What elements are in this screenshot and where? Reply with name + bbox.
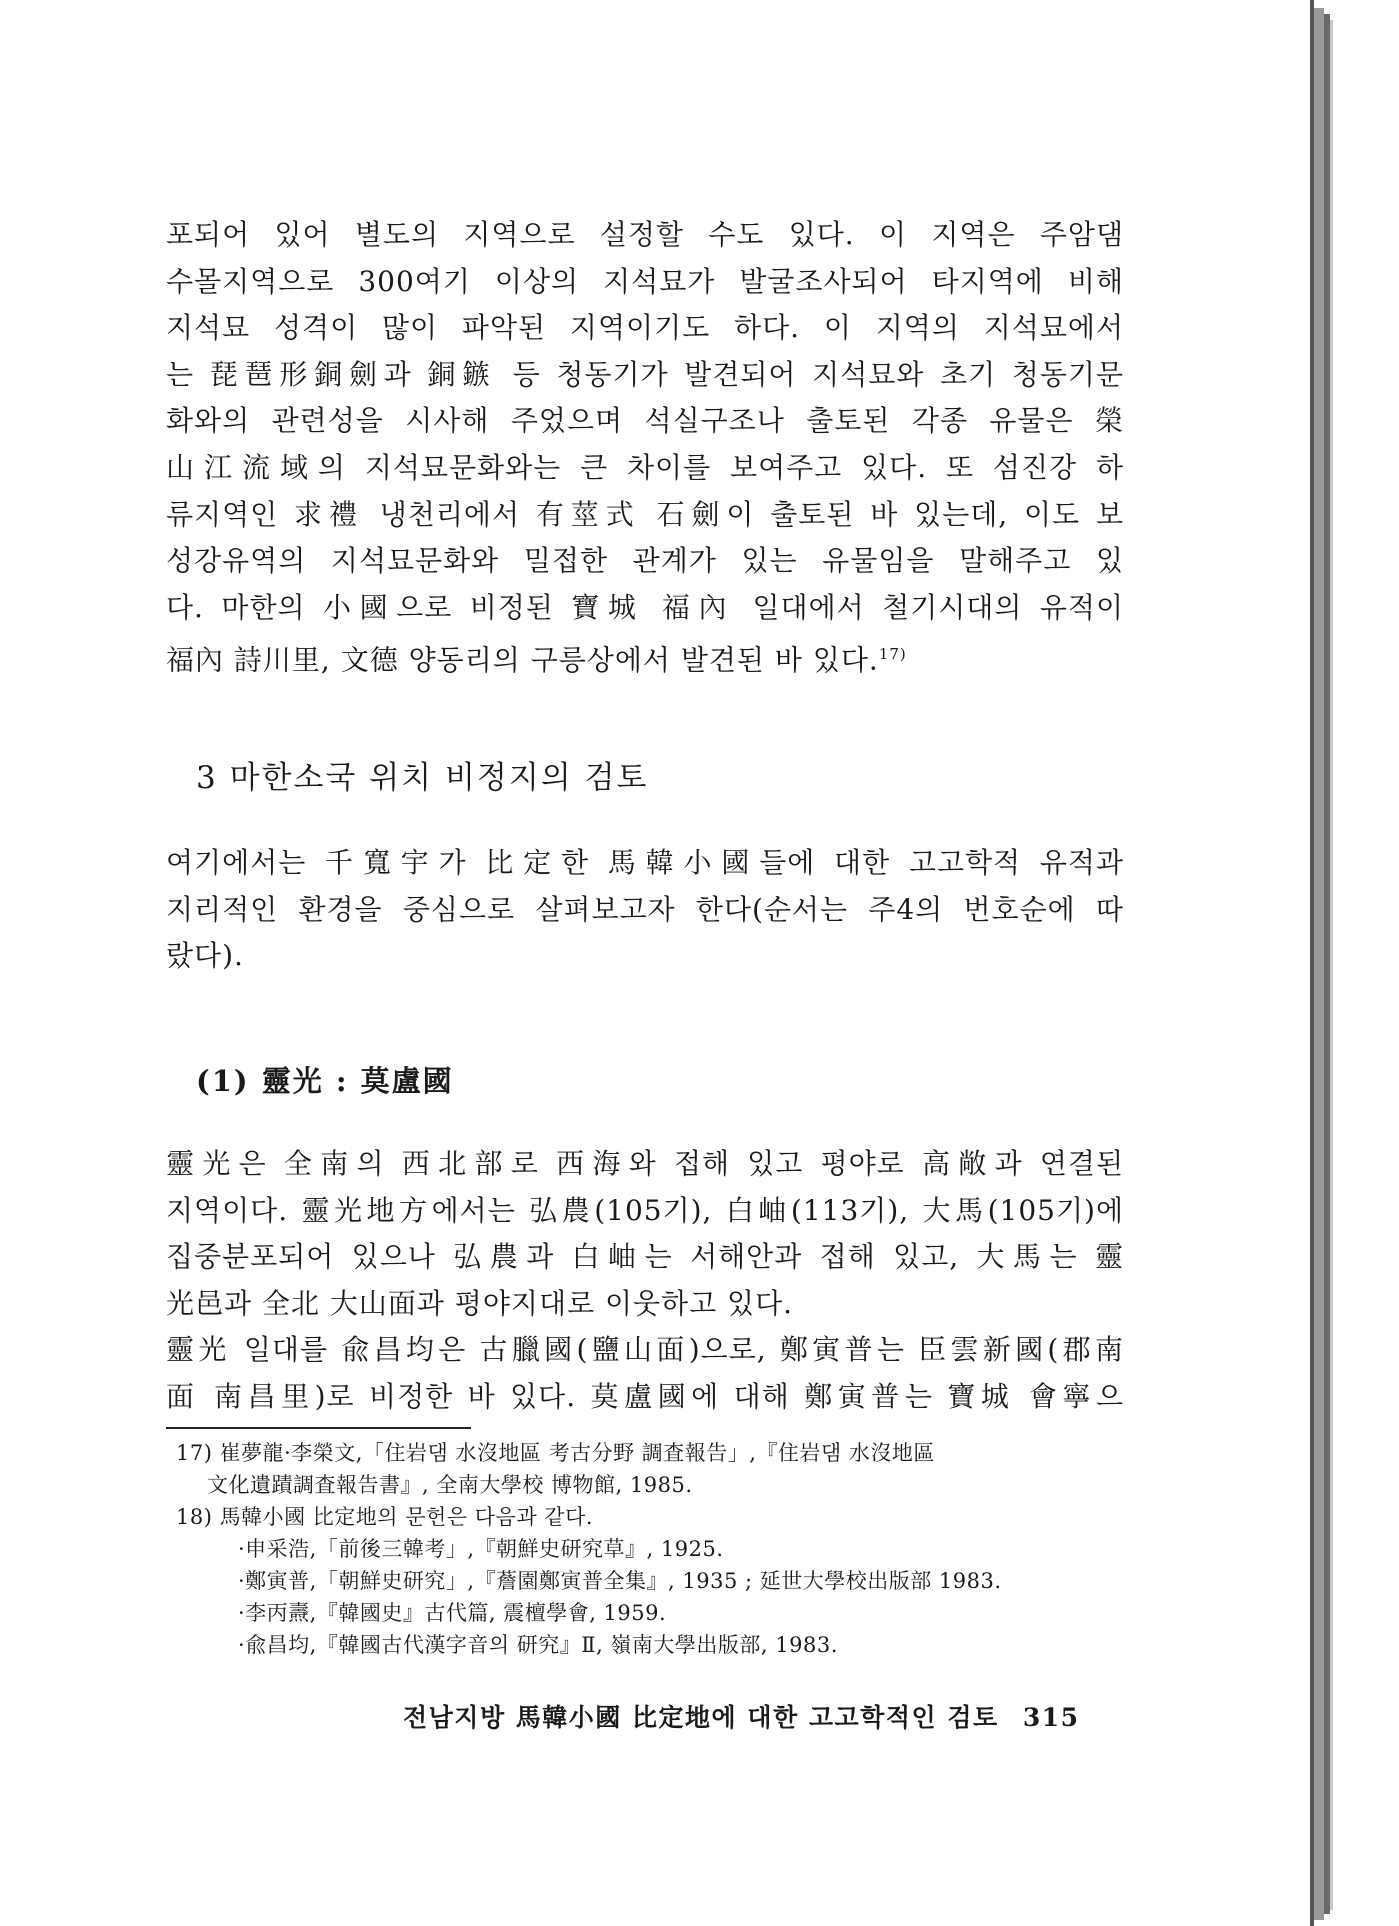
text-line: 山江流域의 지석묘문화와는 큰 차이를 보여주고 있다. 또 섬진강 하 <box>166 450 1124 484</box>
text-line: 光邑과 全北 大山面과 평야지대로 이웃하고 있다. <box>166 1286 794 1320</box>
text-line: 여기에서는 千寬宇가 比定한 馬韓小國들에 대한 고고학적 유적과 <box>166 846 1124 879</box>
footnote-ref: 17) <box>878 645 907 664</box>
text-line: 靈光은 全南의 西北部로 西海와 접해 있고 평야로 高敞과 연결된 <box>166 1147 1124 1180</box>
page-edge-shadow <box>1314 8 1324 1920</box>
text-line: 福內 詩川里, 文德 양동리의 구릉상에서 발견된 바 있다.$^{17)}$ <box>166 643 907 677</box>
body-paragraph-3 <box>166 1141 1124 1327</box>
footnote-18-item: ·鄭寅普,「朝鮮史研究」,『薝園鄭寅普全集』, 1935 ; 延世大學校出版部 1983. <box>238 1569 1002 1593</box>
footnote-18: 18) 馬韓小國 比定地의 문헌은 다음과 같다. <box>176 1505 594 1529</box>
footnote-18-item: ·兪昌均,『韓國古代漢字音의 研究』Ⅱ, 嶺南大學出版部, 1983. <box>238 1633 838 1657</box>
text-line: 수몰지역으로 300여기 이상의 지석묘가 발굴조사되어 타지역에 비해 <box>166 264 1124 298</box>
footnote-17: 17) 崔夢龍·李榮文,「住岩댐 水沒地區 考古分野 調査報告」,『住岩댐 水沒地區 <box>176 1441 935 1465</box>
text-line: 류지역인 求禮 냉천리에서 有莖式 石劍이 출토된 바 있는데, 이도 보 <box>166 497 1124 531</box>
text-line: 랐다). <box>166 939 244 973</box>
page-number: 315 <box>1022 1703 1080 1732</box>
footnote-18-item: ·李丙燾,『韓國史』古代篇, 震檀學會, 1959. <box>238 1601 667 1625</box>
text-line: 지석묘 성격이 많이 파악된 지역이기도 하다. 이 지역의 지석묘에서 <box>166 311 1124 345</box>
text-line: 화와의 관련성을 시사해 주었으며 석실구조나 출토된 각종 유물은 榮 <box>166 404 1124 438</box>
text-line: 面 南昌里)로 비정한 바 있다. 莫盧國에 대해 鄭寅普는 寶城 會寧으 <box>166 1379 1124 1413</box>
text-line: 靈光 일대를 兪昌均은 古臘國(鹽山面)으로, 鄭寅普는 臣雲新國(郡南 <box>166 1333 1124 1366</box>
body-paragraph-1 <box>166 212 1124 684</box>
footer-title: 전남지방 馬韓小國 比定地에 대한 고고학적인 검토 <box>403 1703 999 1732</box>
subsection-heading: (1) 靈光 : 莫盧國 <box>196 1064 454 1098</box>
text-line: 포되어 있어 별도의 지역으로 설정할 수도 있다. 이 지역은 주암댐 <box>166 218 1124 251</box>
text-line: 집중분포되어 있으나 弘農과 白岫는 서해안과 접해 있고, 大馬는 靈 <box>166 1240 1124 1274</box>
text-line: 성강유역의 지석묘문화와 밀접한 관계가 있는 유물임을 말해주고 있 <box>166 544 1124 578</box>
running-footer <box>403 1698 1080 1734</box>
text-line: 지역이다. 靈光地方에서는 弘農(105기), 白岫(113기), 大馬(105기)에 <box>166 1193 1124 1227</box>
body-paragraph-4 <box>166 1327 1124 1420</box>
footnote-17-cont: 文化遺蹟調査報告書』, 全南大學校 博物館, 1985. <box>207 1473 693 1497</box>
text-line: 는 琵琶形銅劍과 銅鏃 등 청동기가 발견되어 지석묘와 초기 청동기문 <box>166 357 1124 391</box>
text-line: 지리적인 환경을 중심으로 살펴보고자 한다(순서는 주4의 번호순에 따 <box>166 892 1124 926</box>
footnote-divider <box>166 1427 471 1429</box>
footnote-18-item: ·申采浩,「前後三韓考」,『朝鮮史研究草』, 1925. <box>238 1537 724 1561</box>
text-line: 다. 마한의 小國으로 비정된 寶城 福內 일대에서 철기시대의 유적이 <box>166 590 1124 624</box>
page-edge-light <box>1330 20 1333 1910</box>
body-paragraph-2 <box>166 840 1124 980</box>
section-heading: 3 마한소국 위치 비정지의 검토 <box>196 760 649 796</box>
